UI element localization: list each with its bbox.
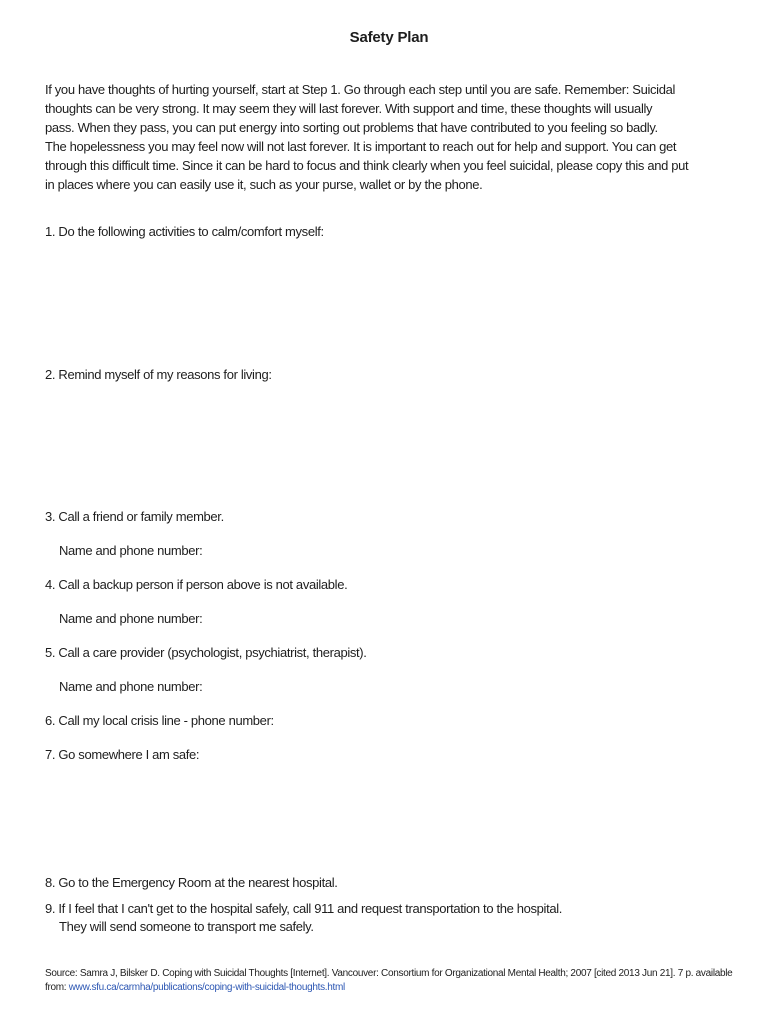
step-1: 1. Do the following activities to calm/comfort myself: <box>45 224 324 239</box>
step-4-name-phone-label: Name and phone number: <box>59 611 203 626</box>
step-3: 3. Call a friend or family member. <box>45 509 224 524</box>
step-5-name-phone-label: Name and phone number: <box>59 679 203 694</box>
page-title: Safety Plan <box>349 29 429 46</box>
step-9: 9. If I feel that I can't get to the hospital safely, call 911 and request transportation to the hospital. <box>45 901 563 916</box>
step-3-name-phone-label: Name and phone number: <box>59 543 203 558</box>
step-9-continuation: They will send someone to transport me safely. <box>59 919 314 934</box>
step-6: 6. Call my local crisis line - phone number: <box>45 713 274 728</box>
source-citation <box>45 967 735 995</box>
step-5: 5. Call a care provider (psychologist, psychiatrist, therapist). <box>45 645 367 660</box>
step-7: 7. Go somewhere I am safe: <box>45 747 200 762</box>
intro-paragraph: If you have thoughts of hurting yourself, start at Step 1. Go through each step until you are safe. Remember: Suicidal thoughts can be very strong. It may seem they will last forever. With support and time, these thoughts will usually pass. When they pass, you can put energy into sorting out problems that have contributed to you feeling so badly. The hopelessness you may feel now will not last forever. It is important to reach out for help and support. You can get through this difficult time. Since it can be hard to focus and think clearly when you feel suicidal, please copy this and put in places where you can easily use it, such as your purse, wallet or by the phone. <box>45 82 689 192</box>
step-8: 8. Go to the Emergency Room at the nearest hospital. <box>45 875 338 890</box>
source-link[interactable]: www.sfu.ca/carmha/publications/coping-with-suicidal-thoughts.html <box>68 982 345 993</box>
step-4: 4. Call a backup person if person above is not available. <box>45 577 348 592</box>
source-citation-text: Source: Samra J, Bilsker D. Coping with Suicidal Thoughts [Internet]. Vancouver: Consortium for Organizational Mental Health; 2007 [cited 2013 Jun 21]. 7 p. available from: <box>45 968 733 993</box>
step-2: 2. Remind myself of my reasons for living: <box>45 367 272 382</box>
